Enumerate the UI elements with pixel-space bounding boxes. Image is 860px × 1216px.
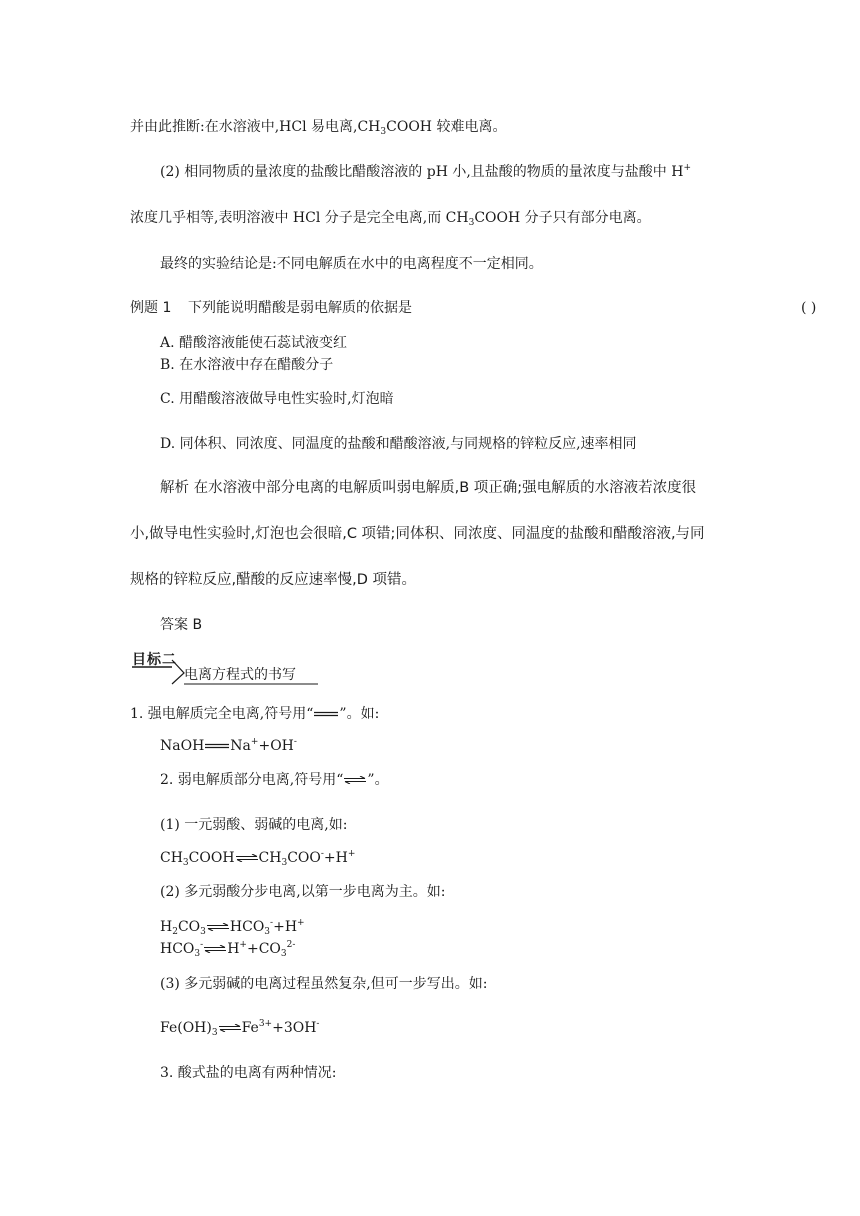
analysis-line: 规格的锌粒反应,醋酸的反应速率慢,D 项错。 (130, 572, 416, 588)
equilibrium-arrow-icon (219, 1024, 241, 1032)
paragraph-line: (2) 相同物质的量浓度的盐酸比醋酸溶液的 pH 小,且盐酸的物质的量浓度与盐酸中 H+ (160, 163, 692, 180)
equation-carbonic-2: $HCO_3^-$ $H^++CO_3^{2-}$ (160, 940, 296, 959)
equation-naoh: NaOH Na++OH- (160, 737, 297, 754)
option-b: B. 在水溶液中存在醋酸分子 (160, 357, 334, 373)
equals-arrow-icon (314, 710, 338, 718)
option-c: C. 用醋酸溶液做导电性实验时,灯泡暗 (160, 391, 394, 407)
section-heading (132, 652, 318, 686)
equation-ferric: $Fe(OH)_3$ $Fe^{3+}+3OH^-$ (160, 1019, 320, 1038)
item-2: 2. 弱电解质部分电离,符号用“ ”。 (160, 772, 389, 788)
paragraph-line: 浓度几乎相等,表明溶液中 HCl 分子是完全电离,而 $CH_3COOH$ 分子只有部分电离。 (130, 210, 651, 228)
item-2-2: (2) 多元弱酸分步电离,以第一步电离为主。如: (160, 884, 446, 900)
conclusion-text: 最终的实验结论是:不同电解质在水中的电离程度不一定相同。 (160, 256, 543, 272)
equation-acetic: $CH_3COOH$ $CH_3COO^-+H^+$ (160, 849, 356, 868)
equilibrium-arrow-icon (344, 776, 366, 784)
example-question: 下列能说明醋酸是弱电解质的依据是 (188, 300, 412, 316)
section-title: 电离方程式的书写 (184, 667, 296, 683)
answer-text: 答案 B (160, 617, 203, 633)
example-label: 例题 1 (130, 300, 172, 316)
answer-paren: ( ) (801, 300, 817, 316)
equilibrium-arrow-icon (236, 854, 258, 862)
item-3: 3. 酸式盐的电离有两种情况: (160, 1065, 337, 1081)
equilibrium-arrow-icon (204, 945, 226, 953)
equation-carbonic-1: $H_2CO_3$ $HCO_3^-+H^+$ (160, 918, 305, 937)
analysis-line: 解析 在水溶液中部分电离的电解质叫弱电解质,B 项正确;强电解质的水溶液若浓度很 (160, 480, 697, 496)
item-2-3: (3) 多元弱碱的电离过程虽然复杂,但可一步写出。如: (160, 976, 488, 992)
option-a: A. 醋酸溶液能使石蕊试液变红 (160, 335, 348, 351)
item-2-1: (1) 一元弱酸、弱碱的电离,如: (160, 817, 348, 833)
equals-arrow-icon (205, 742, 229, 750)
option-d: D. 同体积、同浓度、同温度的盐酸和醋酸溶液,与同规格的锌粒反应,速率相同 (160, 436, 637, 452)
analysis-line: 小,做导电性实验时,灯泡也会很暗,C 项错;同体积、同浓度、同温度的盐酸和醋酸溶液,与同 (130, 526, 705, 542)
section-label: 目标二 (132, 652, 177, 668)
paragraph-line: 并由此推断:在水溶液中,HCl 易电离$,CH_3COOH$ 较难电离。 (130, 119, 507, 137)
item-1: 1. 强电解质完全电离,符号用“ ”。如: (130, 706, 380, 722)
equilibrium-arrow-icon (207, 923, 229, 931)
